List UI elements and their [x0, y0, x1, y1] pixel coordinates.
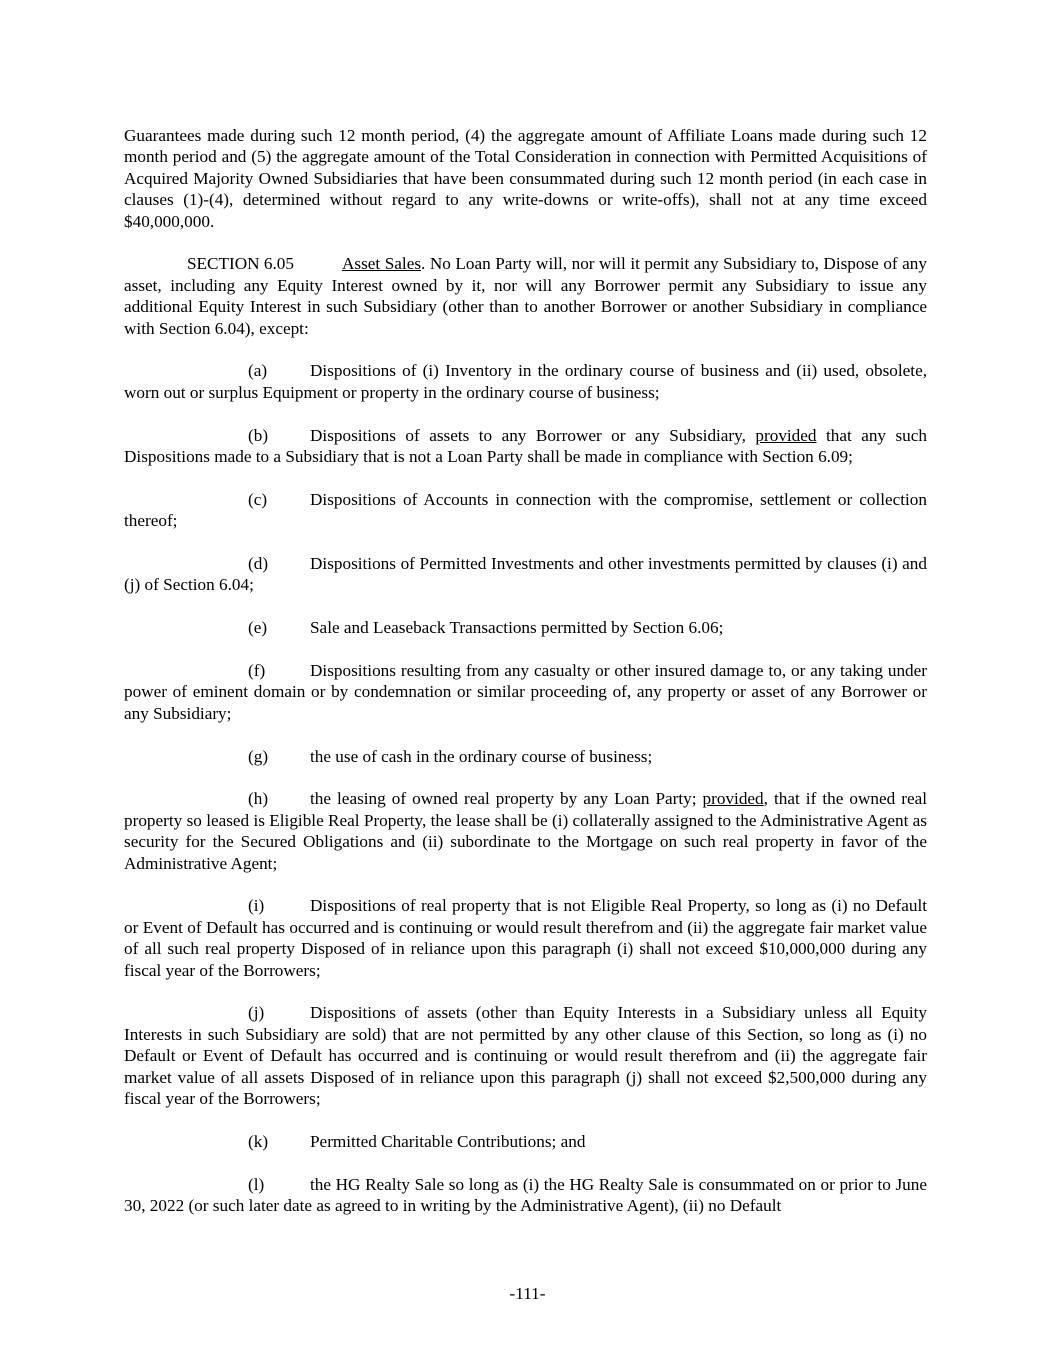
clause-label: (l)	[248, 1174, 265, 1194]
clause-b	[124, 425, 927, 468]
section-body: . No Loan Party will, nor will it permit any Subsidiary to, Dispose of any asset, including any Equity Interest owned by it, nor will any Borrower permit any Subsidiary to issue any additional Equity Interest in such Subsidiary (other than to another Borrower or another Subsidiary in compliance with Section 6.04), except:	[124, 254, 927, 338]
clause-label: (c)	[248, 489, 268, 509]
continuation-paragraph: Guarantees made during such 12 month period, (4) the aggregate amount of Affiliate Loans made during such 12 month period and (5) the aggregate amount of the Total Consideration in connection with Permitted Acquisitions of Acquired Majority Owned Subsidiaries that have been consummated during such 12 month period (in each case in clauses (1)-(4), determined without regard to any write-downs or write-offs), shall not at any time exceed $40,000,000.	[124, 126, 927, 231]
clause-text: Permitted Charitable Contributions; and	[310, 1131, 586, 1151]
clause-label: (k)	[248, 1131, 269, 1151]
clause-text: Dispositions of assets (other than Equity Interests in a Subsidiary unless all Equity Interests in such Subsidiary are sold) that are not permitted by any other clause of this Section, so long as (i) no Default or Event of Default has occurred and is continuing or would result therefrom and (ii) the aggregate fair market value of all assets Disposed of in reliance upon this paragraph (j) shall not exceed $2,500,000 during any fiscal year of the Borrowers;	[124, 1003, 927, 1109]
clause-text: Dispositions of assets to any Borrower or any Subsidiary,	[310, 425, 756, 445]
clause-text: , that if the owned real property so leased is Eligible Real Property, the lease shall be (i) collaterally assigned to the Administrative Agent as security for the Secured Obligations and (ii) subordinate to the Mortgage on such real property in favor of the Administrative Agent;	[124, 789, 927, 873]
clause-text: that any such Dispositions made to a Subsidiary that is not a Loan Party shall be made in compliance with Section 6.09;	[124, 425, 927, 467]
document-page	[124, 125, 927, 1217]
clause-label: (j)	[248, 1003, 265, 1023]
clause-j	[124, 1002, 927, 1109]
clause-label: (g)	[248, 746, 269, 766]
clause-text: the HG Realty Sale so long as (i) the HG Realty Sale is consummated on or prior to June 30, 2022 (or such later date as agreed to in writing by the Administrative Agent), (ii) no Default	[124, 1174, 927, 1216]
section-heading: Asset Sales	[342, 254, 422, 274]
clause-text: Dispositions resulting from any casualty or other insured damage to, or any taking under power of eminent domain or by condemnation or similar proceeding of, any property or asset of any Borrower or any Subsidiary;	[124, 661, 927, 723]
clause-text: Dispositions of (i) Inventory in the ordinary course of business and (ii) used, obsolete, worn out or surplus Equipment or property in the ordinary course of business;	[124, 361, 927, 402]
clause-label: (a)	[248, 361, 268, 381]
clause-d	[124, 553, 927, 596]
clause-label: (e)	[248, 618, 268, 638]
provided-term: provided	[702, 789, 764, 809]
clause-h	[124, 788, 927, 874]
clause-text: Dispositions of Permitted Investments and other investments permitted by clauses (i) and (j) of Section 6.04;	[124, 554, 927, 595]
clause-k	[124, 1131, 927, 1152]
section-6-05-paragraph	[124, 253, 927, 339]
clause-label: (h)	[248, 789, 269, 809]
page-number: -111-	[509, 1284, 546, 1303]
clause-c	[124, 489, 927, 532]
clause-f	[124, 660, 927, 724]
clause-label: (b)	[248, 425, 269, 445]
clause-l	[124, 1174, 927, 1217]
clause-a	[124, 360, 927, 403]
clause-label: (d)	[248, 554, 269, 574]
clause-text: Dispositions of real property that is not Eligible Real Property, so long as (i) no Default or Event of Default has occurred and is continuing or would result therefrom and (ii) the aggregate fair market value of all such real property Disposed of in reliance upon this paragraph (i) shall not exceed $10,000,000 during any fiscal year of the Borrowers;	[124, 896, 927, 980]
clause-text: Dispositions of Accounts in connection with the compromise, settlement or collection thereof;	[124, 489, 927, 531]
clause-text: the use of cash in the ordinary course of business;	[310, 746, 653, 766]
clause-text: the leasing of owned real property by any Loan Party;	[310, 789, 703, 809]
provided-term: provided	[755, 425, 817, 445]
clause-e	[124, 617, 927, 638]
clause-g	[124, 746, 927, 767]
clause-text: Sale and Leaseback Transactions permitted by Section 6.06;	[310, 618, 724, 638]
section-number: SECTION 6.05	[187, 254, 294, 274]
clause-label: (f)	[248, 661, 266, 681]
clause-label: (i)	[248, 896, 265, 916]
clause-i	[124, 895, 927, 981]
